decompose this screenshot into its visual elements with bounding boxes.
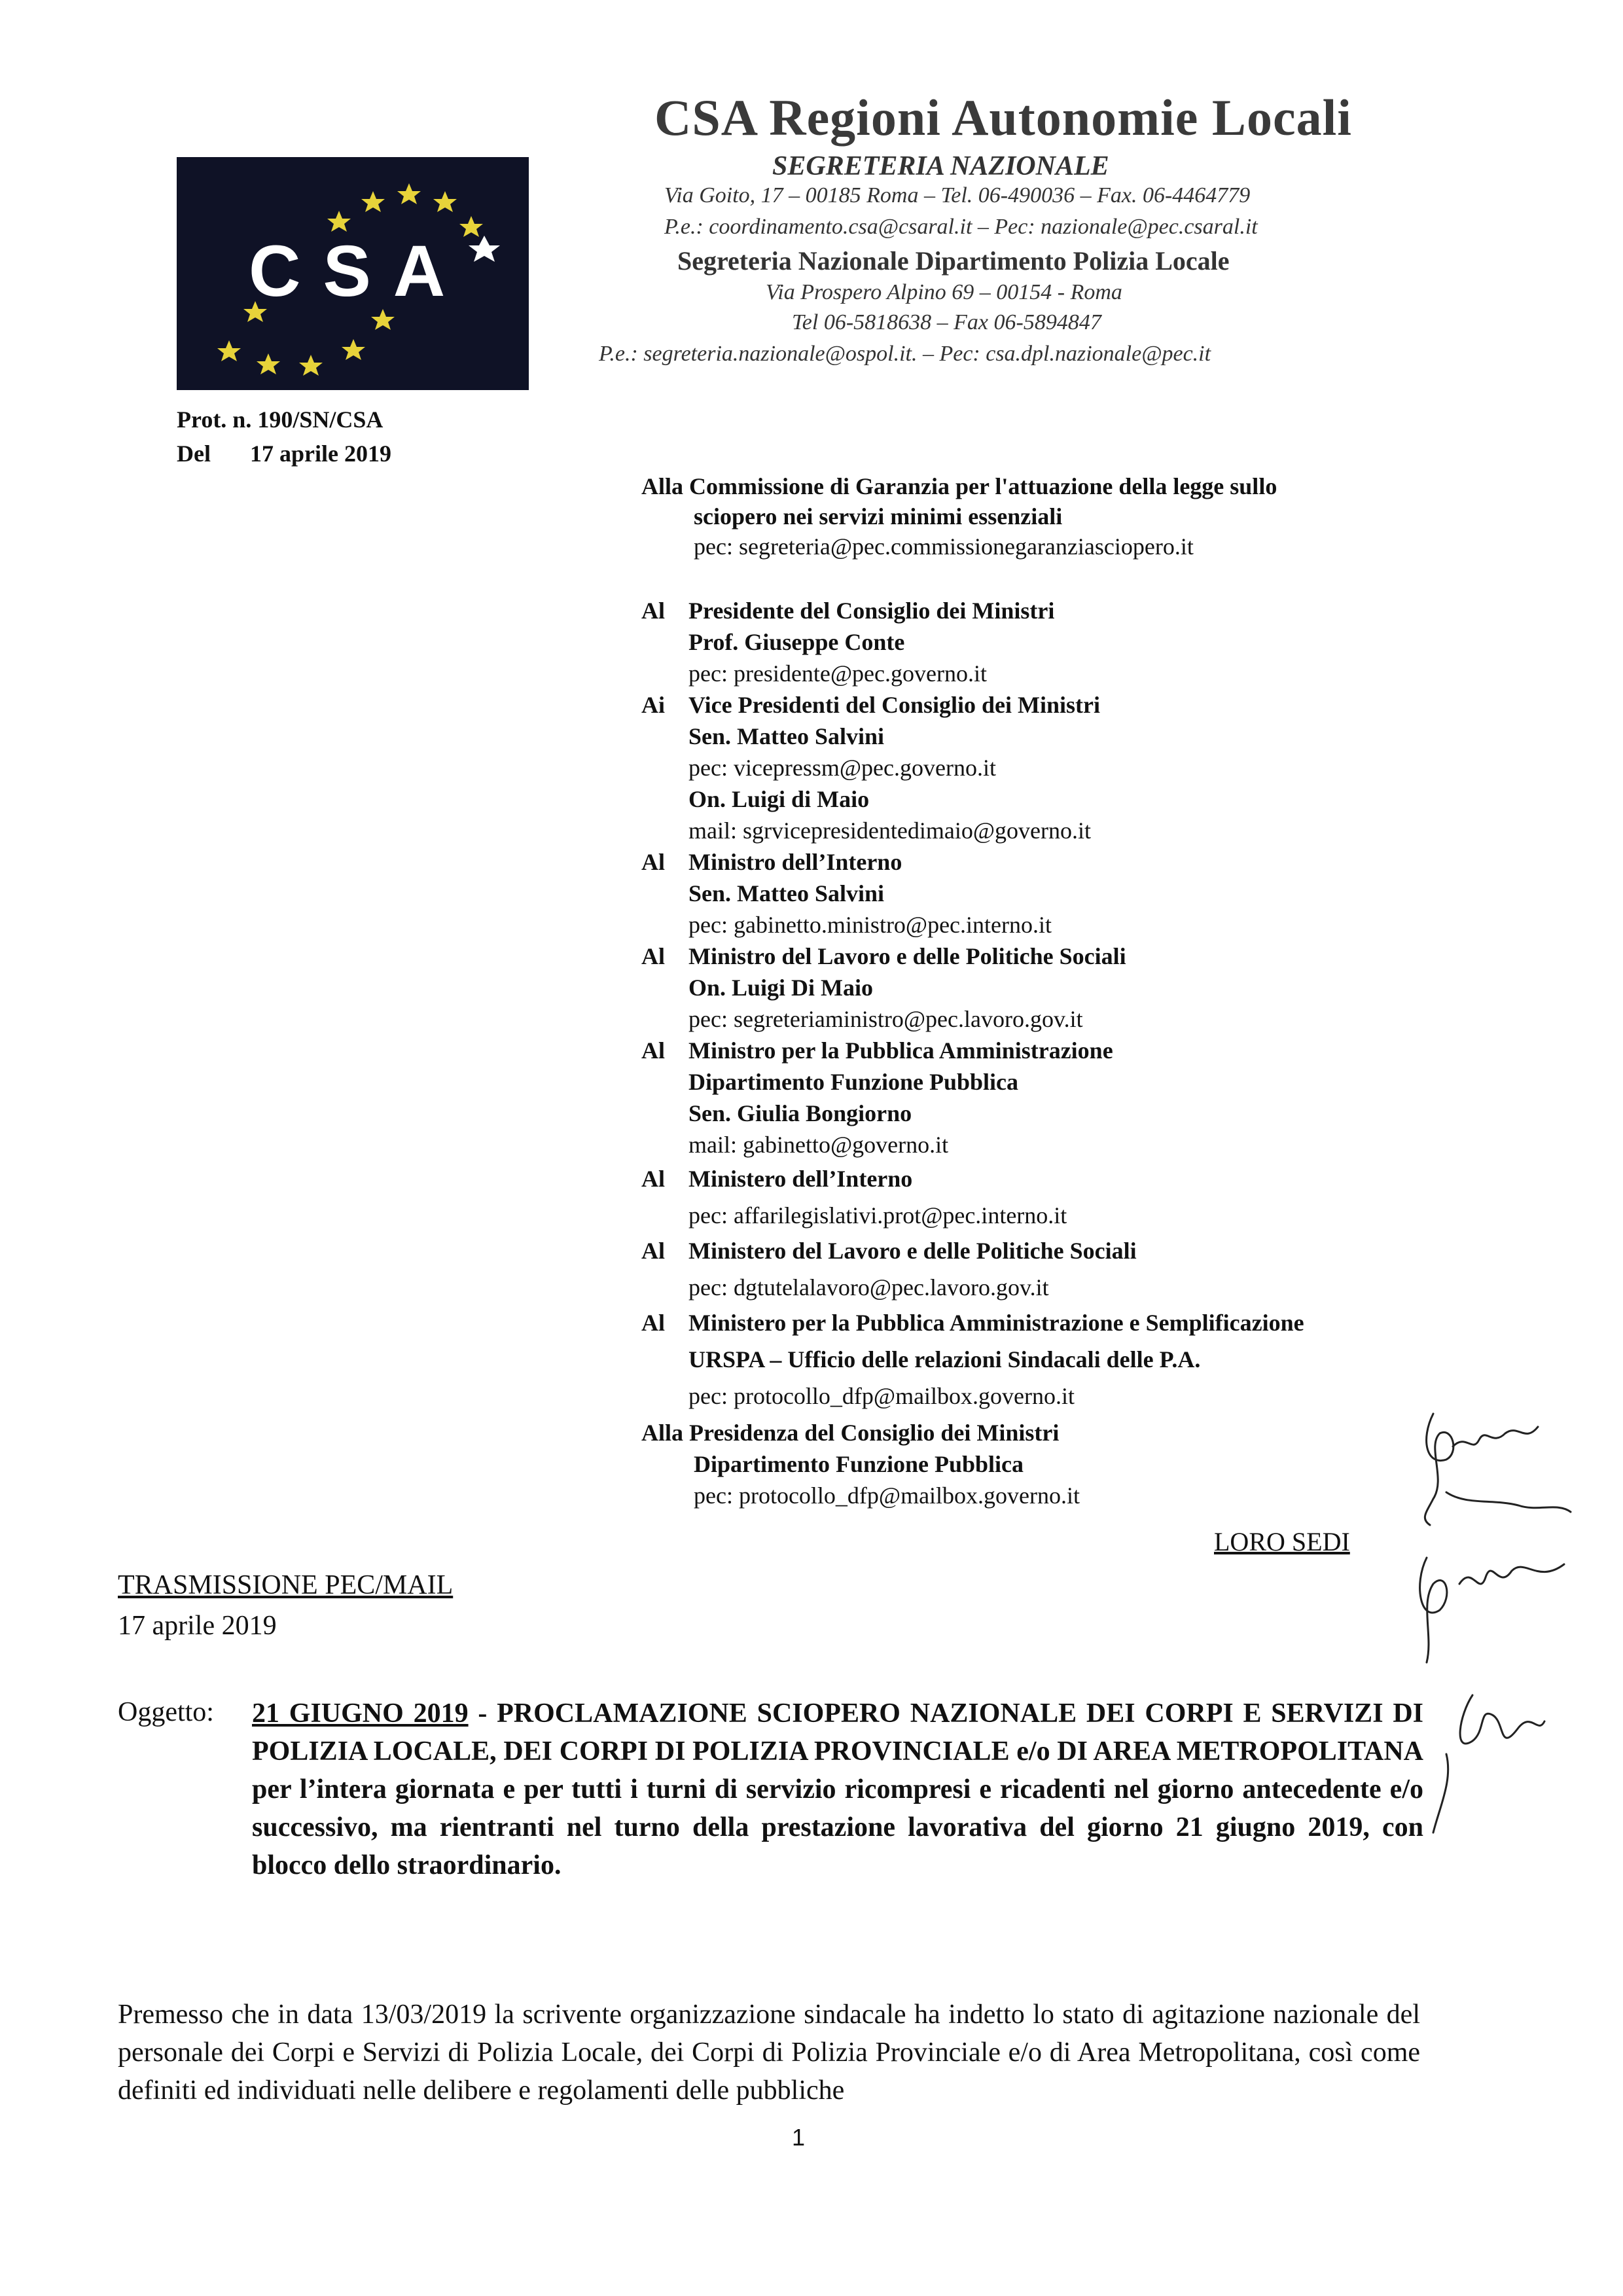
recipient-1-pec: pec: presidente@pec.governo.it xyxy=(688,660,987,687)
recipient-5-mail: mail: gabinetto@governo.it xyxy=(688,1132,949,1158)
subject-body: - PROCLAMAZIONE SCIOPERO NAZIONALE DEI CORPI E SERVIZI DI POLIZIA LOCALE, DEI CORPI DI POLIZIA PROVINCIALE e/o DI AREA METROPOLITANA per l’intera giornata e per tutti i turni di servizio ricompresi e ricadenti nel giorno antecedente e/o successivo, ma rientranti nel turno della prestazione lavorativa del giorno 21 giugno 2019, con blocco dello straordinario. xyxy=(252,1698,1423,1880)
logo-stars-icon xyxy=(177,157,529,390)
recipient-8-title: Ministero per la Pubblica Amministrazione e Semplificazione xyxy=(688,1310,1304,1336)
recipient-4-title: Ministro del Lavoro e delle Politiche Sociali xyxy=(688,943,1126,969)
subject-label: Oggetto: xyxy=(118,1697,214,1727)
transmission-date: 17 aprile 2019 xyxy=(118,1611,277,1641)
loro-sedi: LORO SEDI xyxy=(1214,1527,1350,1556)
recipient-6-pec: pec: affarilegislativi.prot@pec.interno.it xyxy=(688,1202,1067,1229)
commissione-line-2: sciopero nei servizi minimi essenziali xyxy=(694,503,1063,529)
protocol-del-label: Del xyxy=(177,440,211,467)
dipartimento-email: P.e.: segreteria.nazionale@ospol.it. – Pec: csa.dpl.nazionale@pec.it xyxy=(599,342,1211,366)
prefix-al: Al xyxy=(641,1037,665,1064)
recipient-9-pec: pec: protocollo_dfp@mailbox.governo.it xyxy=(694,1482,1080,1509)
prefix-al: Al xyxy=(641,943,665,969)
recipient-9-dept: Dipartimento Funzione Pubblica xyxy=(694,1451,1024,1477)
recipient-7-title: Ministero del Lavoro e delle Politiche Sociali xyxy=(688,1238,1137,1264)
recipient-2-name-2: On. Luigi di Maio xyxy=(688,786,870,812)
protocol-date: 17 aprile 2019 xyxy=(249,440,391,467)
recipient-5-dept: Dipartimento Funzione Pubblica xyxy=(688,1069,1019,1095)
prefix-al: Al xyxy=(641,849,665,875)
recipient-8-dept: URSPA – Ufficio delle relazioni Sindacali delle P.A. xyxy=(688,1346,1201,1372)
protocol-date-line xyxy=(177,440,391,467)
recipient-5-title: Ministro per la Pubblica Amministrazione xyxy=(688,1037,1113,1064)
recipient-1-title: Presidente del Consiglio dei Ministri xyxy=(688,598,1055,624)
recipient-4-pec: pec: segreteriaministro@pec.lavoro.gov.it xyxy=(688,1006,1083,1032)
prefix-al: Al xyxy=(641,598,665,624)
recipient-2-name-1: Sen. Matteo Salvini xyxy=(688,723,885,749)
recipient-3-pec: pec: gabinetto.ministro@pec.interno.it xyxy=(688,912,1052,938)
prefix-al: Al xyxy=(641,1238,665,1264)
recipient-7-pec: pec: dgtutelalavoro@pec.lavoro.gov.it xyxy=(688,1274,1049,1300)
page-number: 1 xyxy=(792,2124,806,2151)
subject-text xyxy=(252,1695,1423,1885)
csa-logo xyxy=(177,157,529,390)
recipient-8-pec: pec: protocollo_dfp@mailbox.governo.it xyxy=(688,1383,1075,1409)
dipartimento-tel: Tel 06-5818638 – Fax 06-5894847 xyxy=(792,310,1101,334)
commissione-line-1: Alla Commissione di Garanzia per l'attuazione della legge sullo xyxy=(641,473,1277,499)
recipient-2-pec-1: pec: vicepressm@pec.governo.it xyxy=(688,755,996,781)
prefix-ai: Ai xyxy=(641,692,665,718)
segreteria-nazionale: SEGRETERIA NAZIONALE xyxy=(772,151,1109,181)
body-paragraph: Premesso che in data 13/03/2019 la scrivente organizzazione sindacale ha indetto lo stato di agitazione nazionale del personale dei Corpi e Servizi di Polizia Locale, dei Corpi di Polizia Provinciale e/o di Area Metropolitana, così come definiti ed individuati nelle delibere e regolamenti delle pubbliche xyxy=(118,2000,1420,2106)
handwritten-signature xyxy=(1407,1388,1603,1846)
recipient-9-title: Alla Presidenza del Consiglio dei Ministri xyxy=(641,1420,1060,1446)
recipient-2-title: Vice Presidenti del Consiglio dei Ministri xyxy=(688,692,1100,718)
recipient-5-name: Sen. Giulia Bongiorno xyxy=(688,1100,912,1126)
recipient-3-name: Sen. Matteo Salvini xyxy=(688,880,885,906)
recipient-4-name: On. Luigi Di Maio xyxy=(688,975,874,1001)
header-address: Via Goito, 17 – 00185 Roma – Tel. 06-490036 – Fax. 06-4464779 xyxy=(664,183,1251,207)
subject-date: 21 GIUGNO 2019 xyxy=(252,1698,469,1729)
transmission-label: TRASMISSIONE PEC/MAIL xyxy=(118,1570,454,1600)
commissione-pec: pec: segreteria@pec.commissionegaranziasciopero.it xyxy=(694,533,1194,560)
recipient-1-name: Prof. Giuseppe Conte xyxy=(688,629,905,655)
svg-text:CSA: CSA xyxy=(249,231,468,312)
recipient-6-title: Ministero dell’Interno xyxy=(688,1166,913,1192)
recipient-2-mail-2: mail: sgrvicepresidentedimaio@governo.it xyxy=(688,817,1091,844)
protocol-number: Prot. n. 190/SN/CSA xyxy=(177,406,383,433)
recipient-3-title: Ministro dell’Interno xyxy=(688,849,902,875)
prefix-al: Al xyxy=(641,1166,665,1192)
dipartimento-address: Via Prospero Alpino 69 – 00154 - Roma xyxy=(766,280,1122,304)
prefix-al: Al xyxy=(641,1310,665,1336)
dipartimento-title: Segreteria Nazionale Dipartimento Polizia Locale xyxy=(677,246,1230,276)
organization-name: CSA Regioni Autonomie Locali xyxy=(654,89,1352,146)
header-email: P.e.: coordinamento.csa@csaral.it – Pec: nazionale@pec.csaral.it xyxy=(664,215,1258,239)
